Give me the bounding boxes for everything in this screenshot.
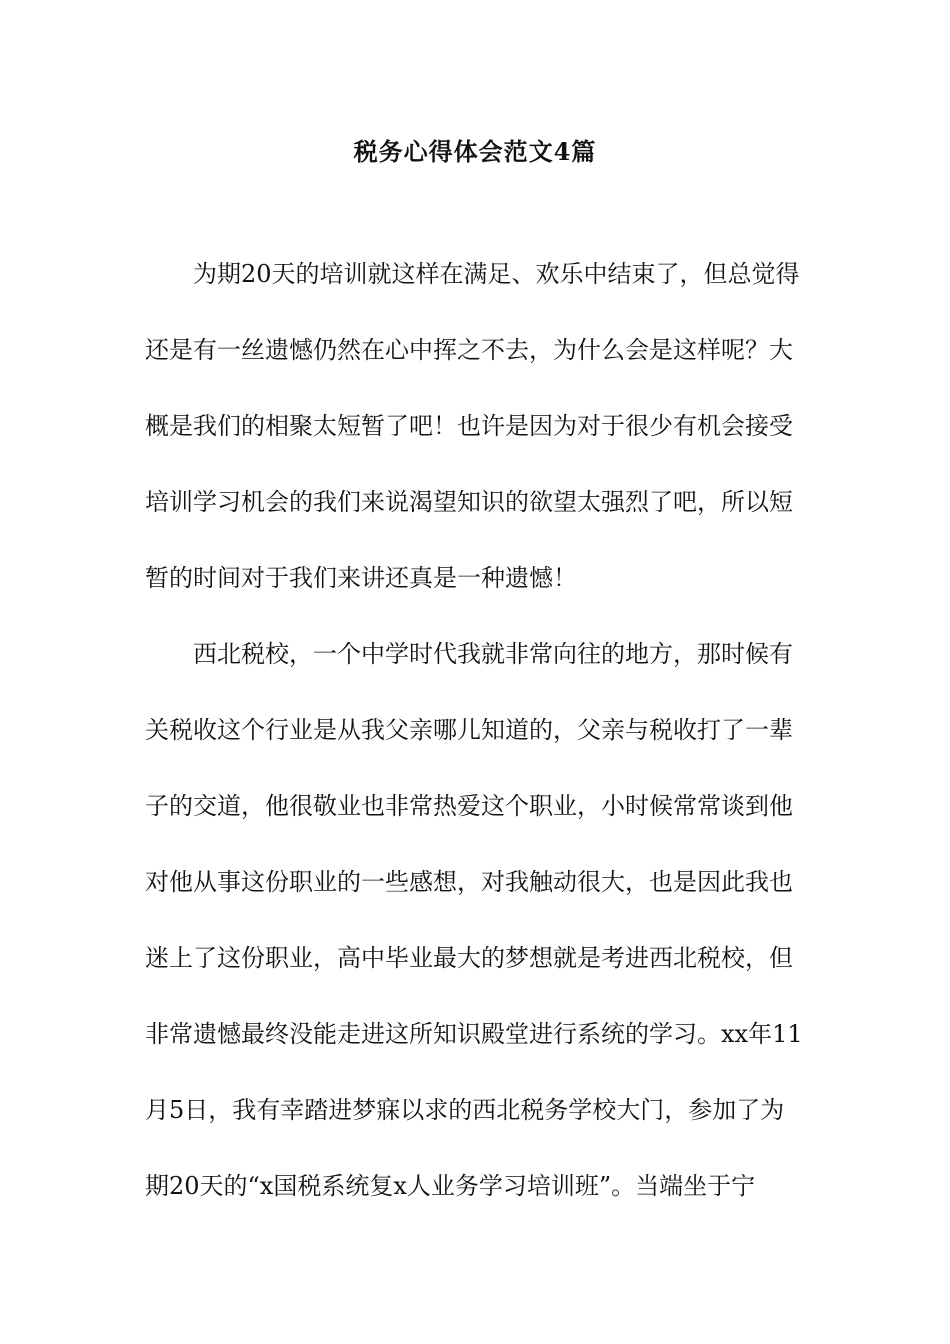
paragraph-2-line-5: 迷上了这份职业，高中毕业最大的梦想就是考进西北税校，但 — [145, 944, 793, 972]
paragraph-1-line-2: 还是有一丝遗憾仍然在心中挥之不去，为什么会是这样呢？大 — [145, 336, 793, 364]
paragraph-1-line-5: 暂的时间对于我们来讲还真是一种遗憾！ — [145, 564, 577, 592]
paragraph-2-line-2: 关税收这个行业是从我父亲哪儿知道的，父亲与税收打了一辈 — [145, 716, 793, 744]
paragraph-2-line-7: 月5日，我有幸踏进梦寐以求的西北税务学校大门，参加了为 — [145, 1096, 785, 1124]
paragraph-1-line-4: 培训学习机会的我们来说渴望知识的欲望太强烈了吧，所以短 — [145, 488, 793, 516]
paragraph-2-line-1: 西北税校，一个中学时代我就非常向往的地方，那时候有 — [193, 640, 793, 668]
paragraph-1-line-1: 为期20天的培训就这样在满足、欢乐中结束了，但总觉得 — [193, 260, 800, 288]
document-title: 税务心得体会范文4篇 — [353, 137, 597, 166]
paragraph-1-line-3: 概是我们的相聚太短暂了吧！也许是因为对于很少有机会接受 — [145, 412, 793, 440]
paragraph-2-line-4: 对他从事这份职业的一些感想，对我触动很大，也是因此我也 — [145, 868, 793, 896]
paragraph-2-line-8: 期20天的“x国税系统复x人业务学习培训班”。当端坐于宁 — [145, 1172, 756, 1200]
paragraph-2-line-6: 非常遗憾最终没能走进这所知识殿堂进行系统的学习。xx年11 — [145, 1020, 803, 1048]
paragraph-2-line-3: 子的交道，他很敬业也非常热爱这个职业，小时候常常谈到他 — [145, 792, 793, 820]
